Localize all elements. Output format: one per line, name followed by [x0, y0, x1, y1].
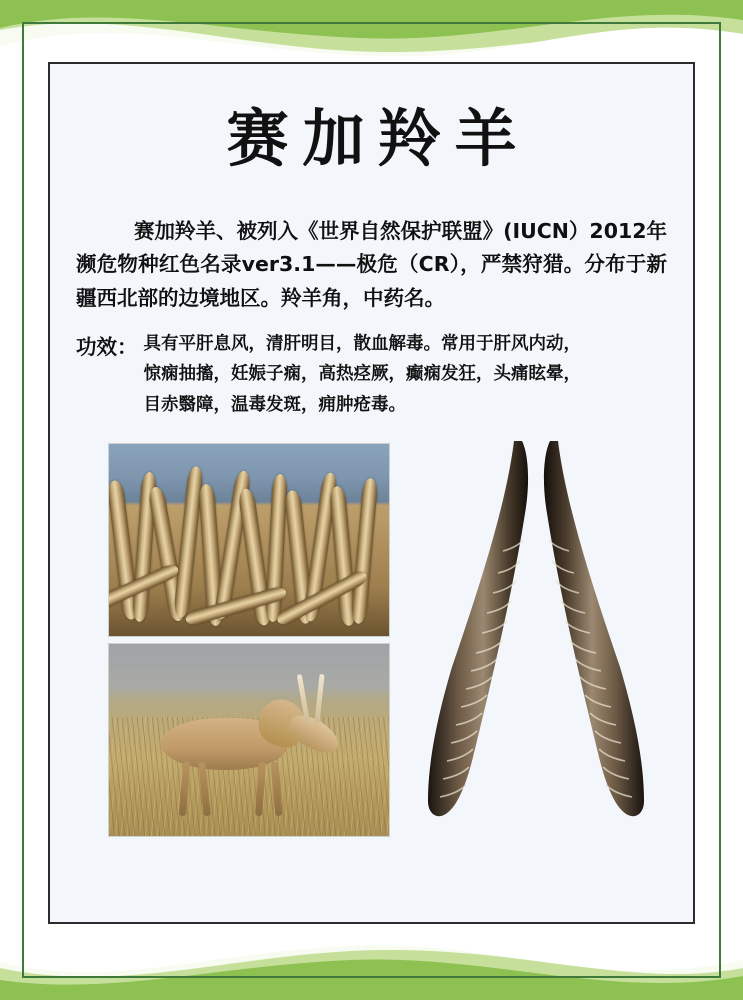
efficacy-body: [138, 329, 668, 421]
saiga-horn-pair-specimen-photo: [410, 435, 662, 835]
efficacy-label: 功效：: [76, 334, 138, 359]
efficacy-line: 惊痫抽搐，妊娠子痫，高热痉厥，癫痫发狂，头痛眩晕，: [143, 364, 581, 385]
page-title: 赛加羚羊: [226, 102, 531, 175]
horns-pile-illustration: [109, 444, 389, 636]
efficacy-line: 具有平肝息风，清肝明目，散血解毒。常用于肝风内动，: [143, 333, 581, 354]
saiga-antelope-grassland-photo: [108, 643, 390, 837]
saiga-horns-pile-photo: [108, 443, 390, 637]
efficacy-line: 目赤翳障，温毒发斑，痈肿疮毒。: [143, 394, 406, 415]
content-panel: [48, 62, 695, 924]
efficacy-section: [76, 329, 667, 421]
image-gallery: [50, 443, 693, 843]
intro-paragraph-text: 赛加羚羊、被列入《世界自然保护联盟》(IUCN）2012年濒危物种红色名录ver3.1——极危（CR），严禁狩猎。分布于新疆西北部的边境地区。羚羊角，中药名。: [76, 219, 667, 310]
antelope-illustration: [109, 644, 389, 836]
intro-paragraph: [76, 215, 667, 315]
